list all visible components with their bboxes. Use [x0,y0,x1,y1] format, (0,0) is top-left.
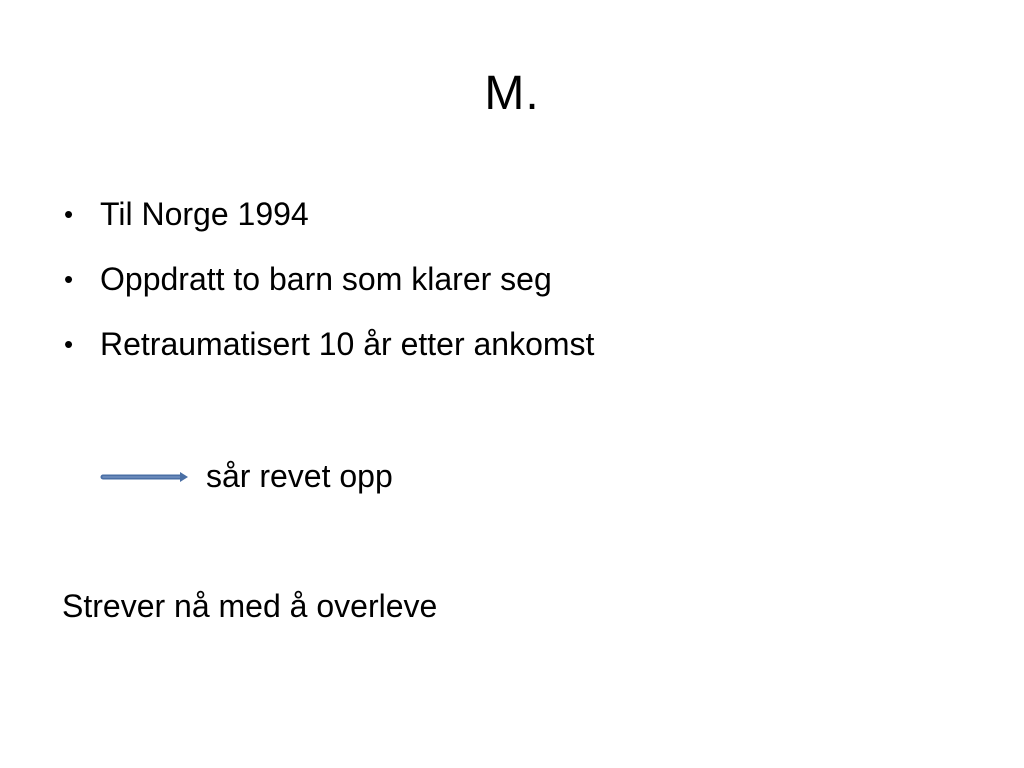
bullet-text: Til Norge 1994 [100,196,309,232]
closing-text: Strever nå med å overleve [62,588,438,624]
bullet-text: Retraumatisert 10 år etter ankomst [100,326,595,362]
bullet-text: Oppdratt to barn som klarer seg [100,261,552,297]
bullet-item [60,190,594,238]
bullet-list [60,190,594,385]
bullet-item [60,320,594,368]
bullet-icon: • [64,264,74,294]
arrow-text: sår revet opp [206,458,393,494]
bullet-item [60,255,594,303]
bullet-icon: • [64,329,74,359]
slide-title: M. [484,67,540,120]
right-arrow-icon [100,460,200,494]
bullet-icon: • [64,199,74,229]
